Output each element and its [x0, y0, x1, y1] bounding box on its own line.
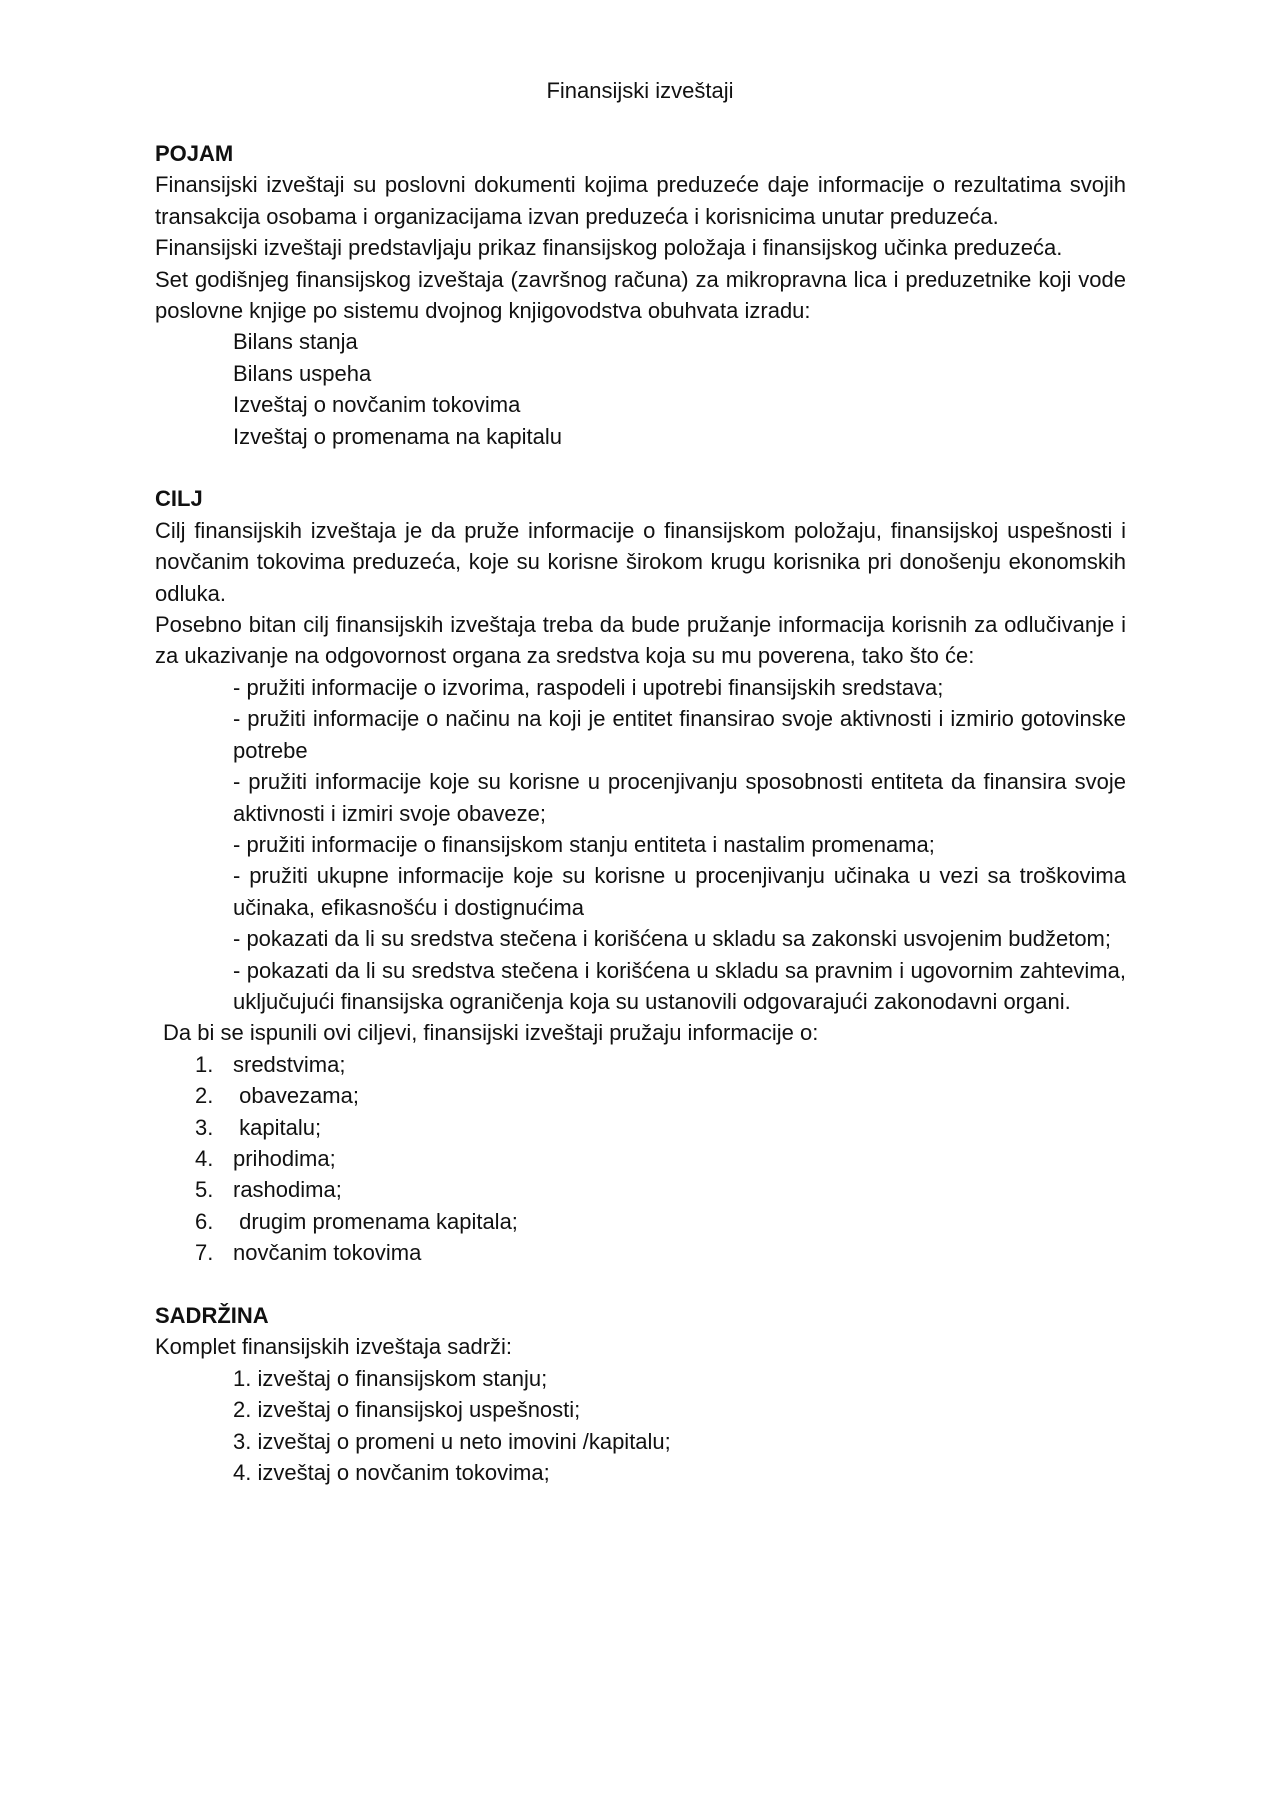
list-item: - pružiti informacije o izvorima, raspodeli i upotrebi finansijskih sredstava; — [233, 674, 944, 700]
list-number: 6. — [195, 1208, 214, 1234]
numbered-list — [155, 1049, 1126, 1269]
section-heading-cilj: CILJ — [155, 486, 203, 512]
section-heading-pojam: POJAM — [155, 141, 234, 166]
list-item: Bilans stanja — [233, 329, 358, 355]
list-item: Bilans uspeha — [233, 360, 372, 386]
pojam-paragraph-3: Set godišnjeg finansijskog izveštaja (završnog računa) za mikropravna lica i preduzetnike koji vode poslovne knjige po sistemu dvojnog knjigovodstva obuhvata izradu: — [155, 266, 1126, 324]
list-text: prihodima; — [233, 1145, 336, 1171]
report-list — [155, 326, 1126, 452]
document-title: Finansijski izveštaji — [546, 78, 734, 103]
list-number: 1. — [195, 1051, 214, 1077]
statements-list — [155, 1363, 1126, 1489]
list-item — [195, 1080, 1126, 1111]
list-item: - pokazati da li su sredstva stečena i korišćena u skladu sa pravnim i ugovornim zahtevima, uključujući finansijska ograničenja koja su ustanovili odgovarajući zakonodavni organi. — [233, 957, 1126, 1014]
list-item — [195, 1206, 1126, 1237]
list-item — [195, 1049, 1126, 1080]
list-item: 1. izveštaj o finansijskom stanju; — [233, 1365, 548, 1391]
list-item — [195, 1143, 1126, 1174]
list-item: Izveštaj o novčanim tokovima — [233, 392, 521, 418]
cilj-paragraph-1: Cilj finansijskih izveštaja je da pruže informacije o finansijskom položaju, finansijskoj uspešnosti i novčanim tokovima preduzeća, koje su korisne širokom krugu korisnika pri donošenju ekonomskih odluka. — [155, 517, 1126, 606]
list-item — [195, 1174, 1126, 1205]
list-item: - pružiti informacije o finansijskom stanju entiteta i nastalim promenama; — [233, 831, 935, 857]
spacer — [155, 452, 1126, 483]
list-item: - pokazati da li su sredstva stečena i korišćena u skladu sa zakonski usvojenim budžetom; — [233, 926, 1111, 952]
list-item — [195, 1112, 1126, 1143]
pojam-paragraph-1: Finansijski izveštaji su poslovni dokumenti kojima preduzeće daje informacije o rezultatima svojih transakcija osobama i organizacijama izvan preduzeća i korisnicima unutar preduzeća. — [155, 172, 1126, 229]
list-number: 2. — [195, 1083, 214, 1109]
list-number: 4. — [195, 1145, 214, 1171]
list-item: 2. izveštaj o finansijskoj uspešnosti; — [233, 1397, 581, 1423]
sadrzina-paragraph-1: Komplet finansijskih izveštaja sadrži: — [155, 1334, 513, 1360]
list-number: 7. — [195, 1240, 214, 1266]
list-item: 3. izveštaj o promeni u neto imovini /kapitalu; — [233, 1428, 671, 1454]
list-text: sredstvima; — [233, 1051, 346, 1077]
list-text: drugim promenama kapitala; — [233, 1208, 518, 1234]
section-heading-sadrzina: SADRŽINA — [155, 1303, 269, 1328]
objectives-list — [155, 672, 1126, 1017]
list-text: kapitalu; — [233, 1114, 322, 1140]
list-item: 4. izveštaj o novčanim tokovima; — [233, 1460, 550, 1486]
pojam-paragraph-2: Finansijski izveštaji predstavljaju prikaz finansijskog položaja i finansijskog učinka preduzeća. — [155, 235, 1063, 261]
list-item: Izveštaj o promenama na kapitalu — [233, 423, 562, 449]
list-number: 5. — [195, 1177, 214, 1203]
list-item: - pružiti ukupne informacije koje su korisne u procenjivanju učinaka u vezi sa troškovima učinaka, efikasnošću i dostignućima — [233, 863, 1126, 920]
document-body — [155, 138, 1126, 1488]
cilj-paragraph-3: Da bi se ispunili ovi ciljevi, finansijski izveštaji pružaju informacije o: — [163, 1020, 819, 1046]
list-item: - pružiti informacije o načinu na koji je entitet finansirao svoje aktivnosti i izmirio gotovinske potrebe — [233, 706, 1126, 763]
list-text: rashodima; — [233, 1177, 342, 1203]
spacer — [155, 1269, 1126, 1300]
list-text: obavezama; — [233, 1083, 359, 1109]
list-number: 3. — [195, 1114, 214, 1140]
list-item — [195, 1237, 1126, 1268]
list-text: novčanim tokovima — [233, 1240, 422, 1266]
cilj-paragraph-2: Posebno bitan cilj finansijskih izveštaja treba da bude pružanje informacija korisnih za odlučivanje i za ukazivanje na odgovornost organa za sredstva koja su mu poverena, tako što će: — [155, 612, 1126, 669]
list-item: - pružiti informacije koje su korisne u procenjivanju sposobnosti entiteta da finansira svoje aktivnosti i izmiri svoje obaveze; — [233, 769, 1126, 826]
